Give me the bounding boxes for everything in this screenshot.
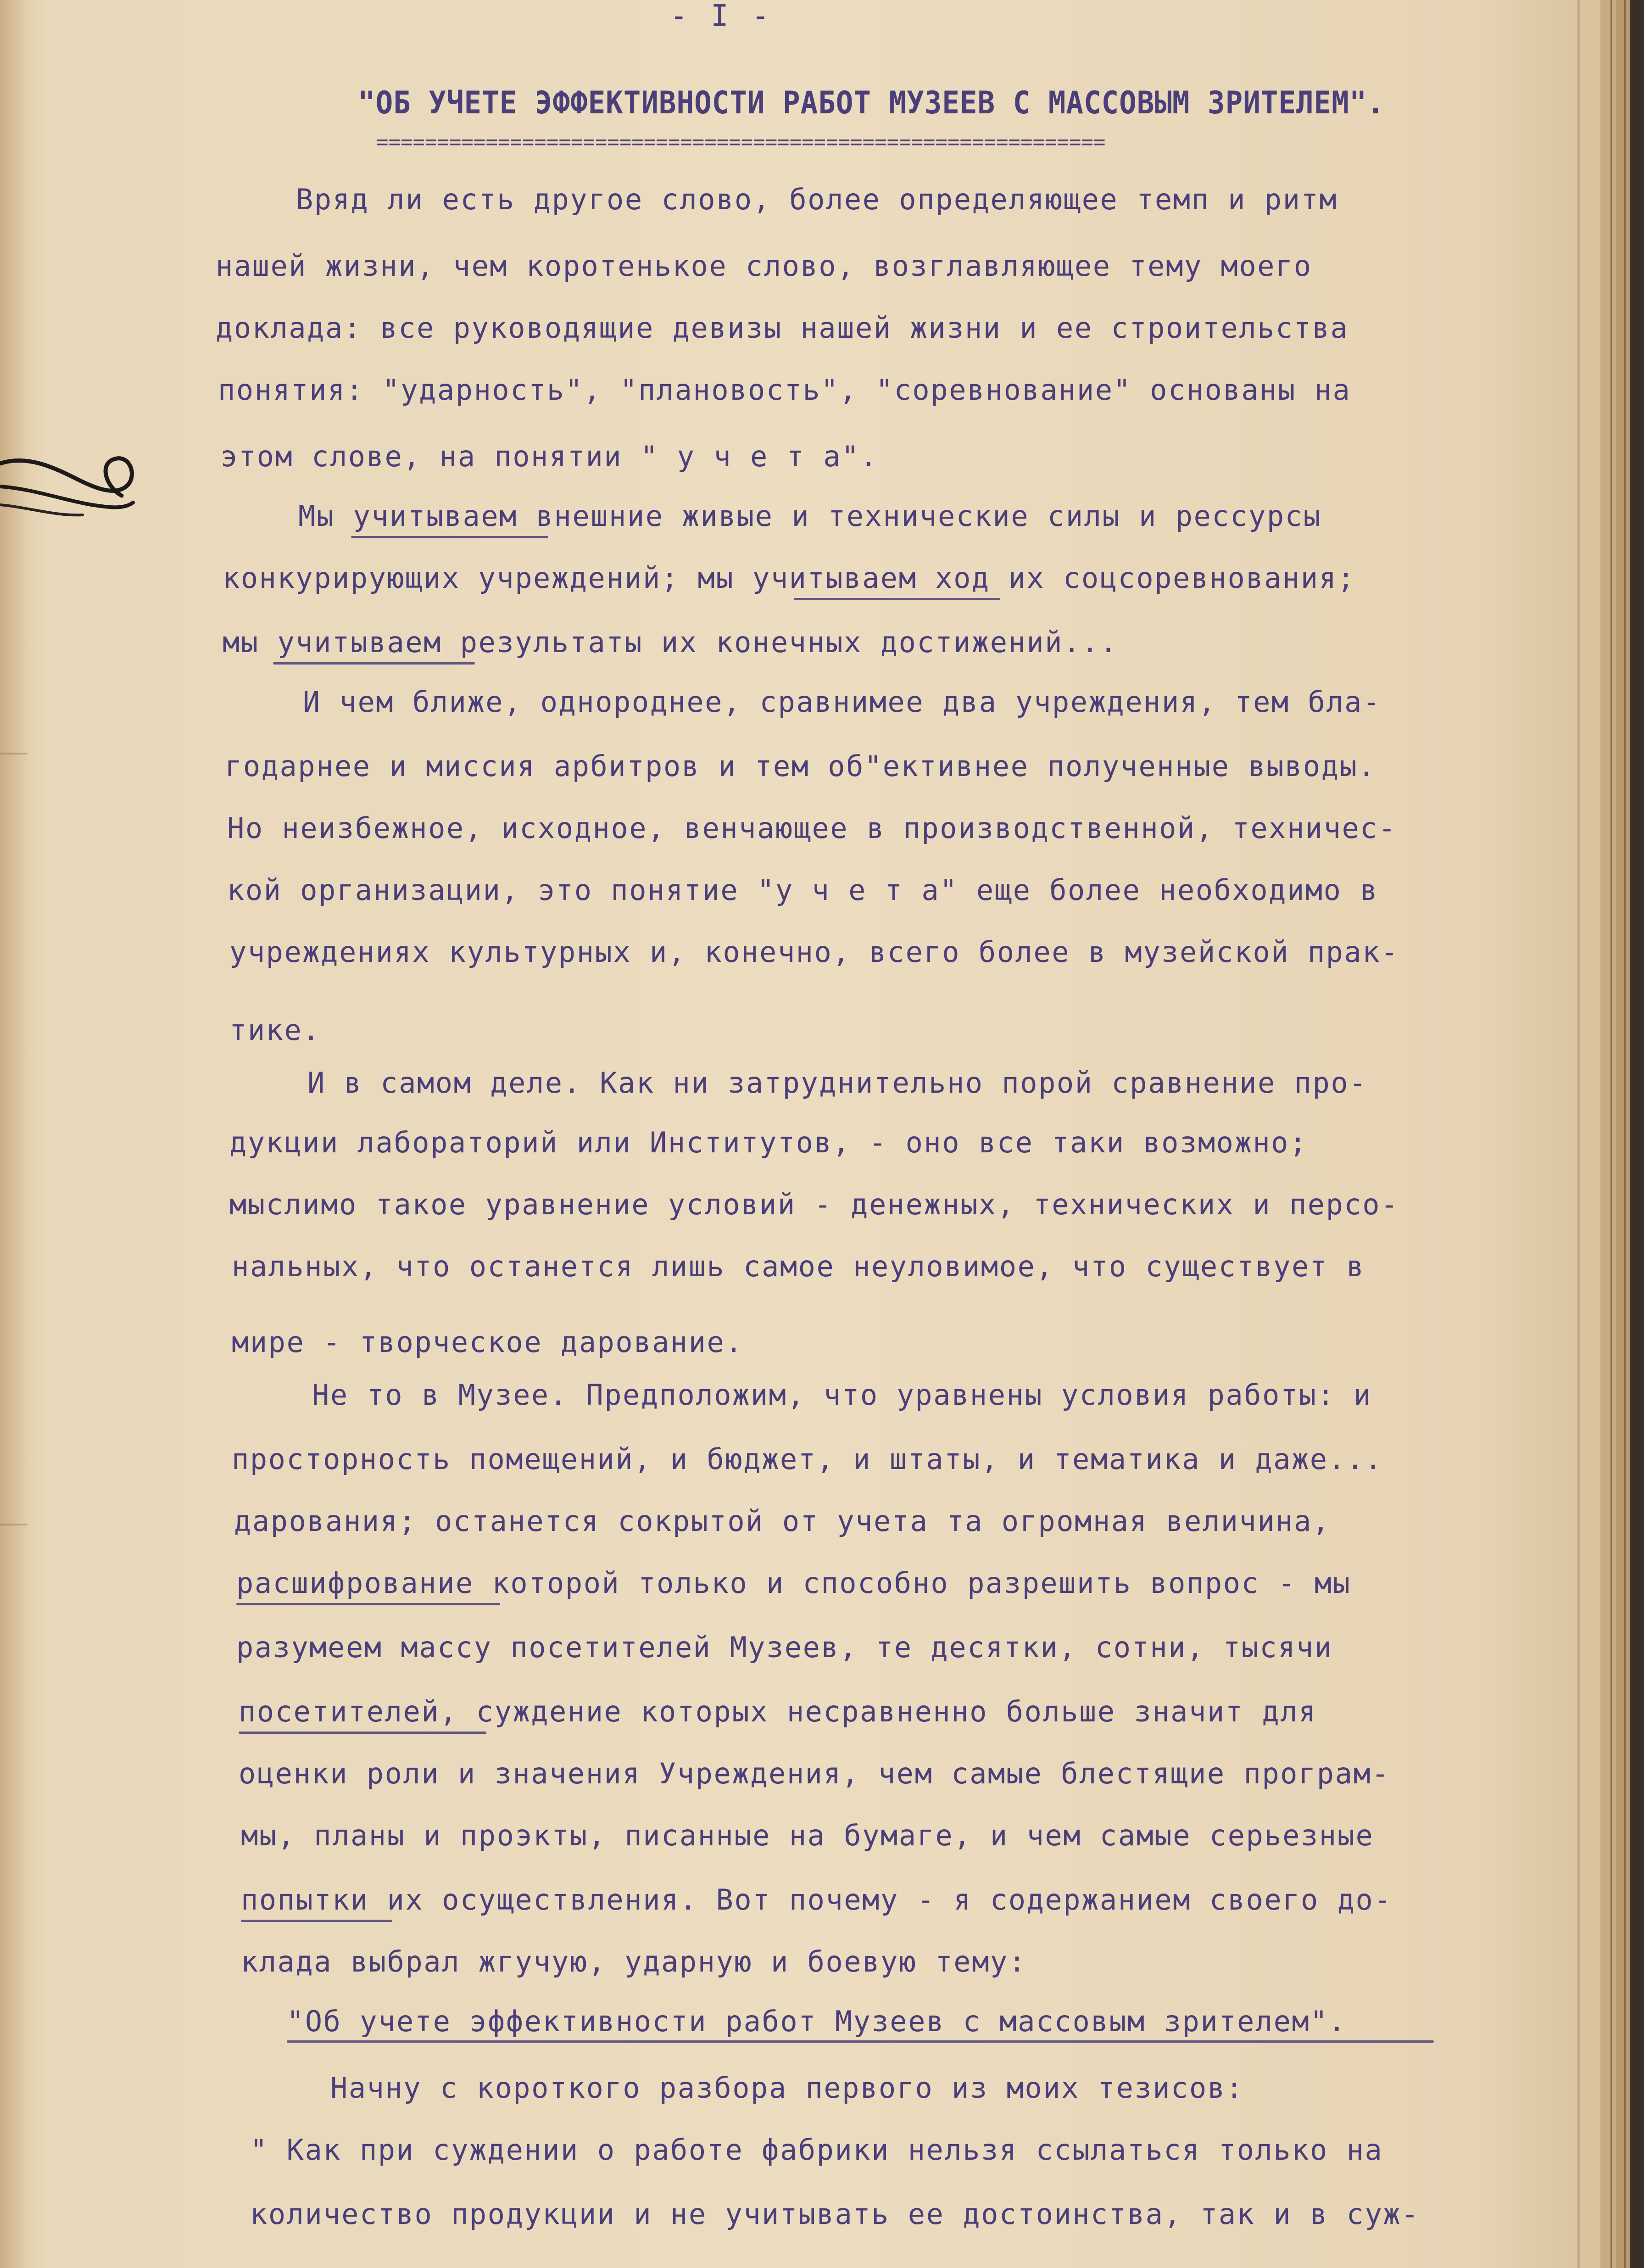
text-line: нальных, что останется лишь самое неуловимое, что существует в [232,1250,1365,1283]
text-line: И чем ближе, однороднее, сравнимее два учреждения, тем бла- [303,685,1381,719]
text-line: Вряд ли есть другое слово, более определяющее темп и ритм [296,183,1338,216]
text-line: нашей жизни, чем коротенькое слово, возглавляющее тему моего [216,249,1312,283]
handwritten-underline [236,1603,500,1605]
text-line: мы, планы и проэкты, писанные на бумаге, и чем самые серьезные [241,1819,1374,1852]
handwritten-underline [287,2040,1434,2043]
stacked-page-edge [1600,0,1616,2268]
text-line: мире - творческое дарование. [232,1325,744,1359]
text-line: разумеем массу посетителей Музеев, те десятки, сотни, тысячи [236,1631,1333,1664]
page-number: - I - [670,0,772,33]
text-line-underlined: "Об учете эффективности работ Музеев с массовым зрителем". [287,2005,1347,2038]
text-line: Но неизбежное, исходное, венчающее в производственной, техничес- [227,811,1397,845]
text-line: расшифрование которой только и способно разрешить вопрос - мы [236,1566,1351,1600]
handwritten-underline [241,1920,392,1922]
text-line: И в самом деле. Как ни затруднительно порой сравнение про- [307,1066,1367,1100]
text-line: доклада: все руководящие девизы нашей жизни и ее строительства [216,311,1349,345]
handwritten-underline [273,662,475,665]
stacked-page-edge [1616,0,1630,2268]
document-title: "ОБ УЧЕТЕ ЭФФЕКТИВНОСТИ РАБОТ МУЗЕЕВ С МАССОВЫМ ЗРИТЕЛЕМ". [358,85,1385,121]
text-line: попытки их осуществления. Вот почему - я содержанием своего до- [241,1883,1393,1916]
text-line: дарования; останется сокрытой от учета та огромная величина, [234,1504,1331,1538]
handwritten-underline [239,1732,486,1734]
text-line: Начну с короткого разбора первого из моих тезисов: [330,2071,1244,2105]
text-line: количество продукции и не учитывать ее достоинства, так и в суж- [250,2197,1420,2231]
text-line: понятия: "ударность", "плановость", "соревнование" основаны на [218,373,1351,407]
page-edge-line [1611,0,1612,2268]
text-line: годарнее и миссия арбитров и тем об"ективнее полученные выводы. [225,749,1377,783]
stacked-page-edge [1630,0,1644,2268]
text-line: кой организации, это понятие "у ч е т а" еще более необходимо в [227,873,1379,907]
text-line: конкурирующих учреждений; мы учитываем ход их соцсоревнования; [223,561,1356,595]
page-edge-line [1624,0,1626,2268]
text-line: тике. [229,1013,321,1047]
text-line: клада выбрал жгучую, ударную и боевую тему: [241,1945,1027,1978]
text-line: посетителей, суждение которых несравненно больше значит для [239,1695,1317,1728]
title-rule: ============================================================ [376,131,1106,154]
text-line: " Как при суждении о работе фабрики нельзя ссылаться только на [250,2133,1383,2167]
text-line: Не то в Музее. Предположим, что уравнены условия работы: и [312,1378,1372,1412]
handwritten-underline [794,598,1000,600]
text-line: мыслимо такое уравнение условий - денежных, технических и персо- [229,1188,1399,1221]
text-line: этом слове, на понятии " у ч е т а". [220,440,878,473]
text-line: оценки роли и значения Учреждения, чем самые блестящие програм- [239,1757,1390,1790]
text-line: просторность помещений, и бюджет, и штаты, и тематика и даже... [232,1442,1383,1476]
text-line: мы учитываем результаты их конечных достижений... [223,626,1118,659]
text-line: дукции лабораторий или Институтов, - оно все таки возможно; [229,1126,1308,1159]
text-line: учреждениях культурных и, конечно, всего более в музейской прак- [229,935,1399,969]
text-line: Мы учитываем внешние живые и технические силы и рессурсы [298,499,1322,533]
handwritten-underline [351,536,548,538]
